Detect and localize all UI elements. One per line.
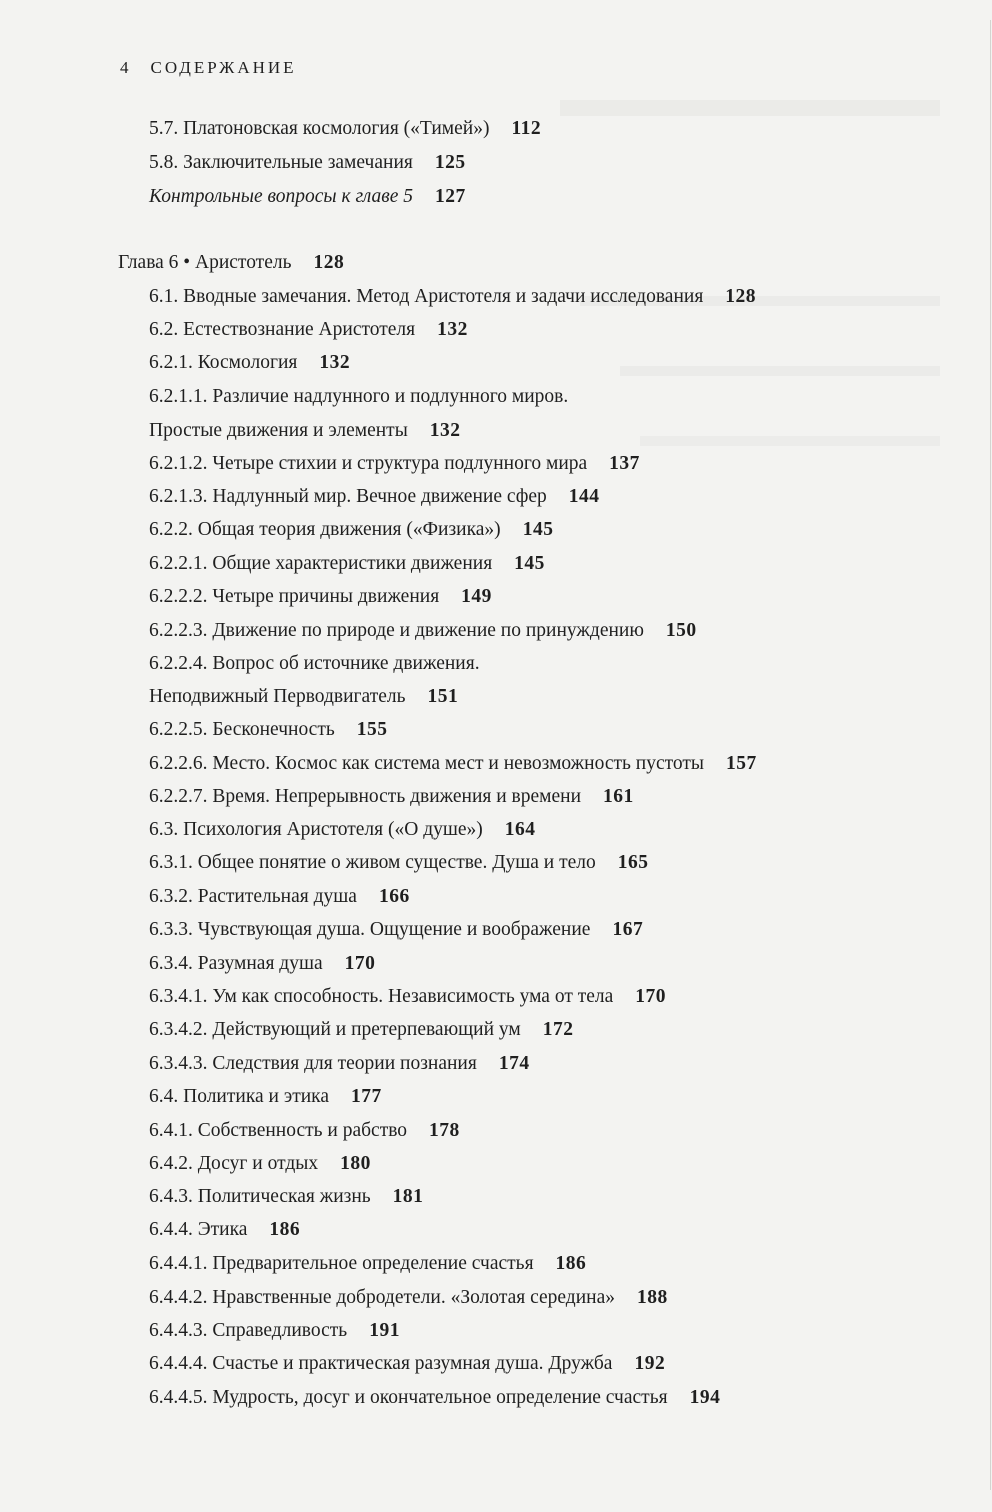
- toc-entry[interactable]: 6.2.2.4. Вопрос об источнике движения.: [149, 653, 480, 674]
- toc-entry[interactable]: 5.7. Платоновская космология («Тимей») 112: [149, 118, 542, 139]
- toc-entry[interactable]: 6.2.2.5. Бесконечность 155: [149, 719, 388, 740]
- toc-entry[interactable]: 6.2. Естествознание Аристотеля 132: [149, 319, 468, 340]
- toc-entry[interactable]: 6.2.1.3. Надлунный мир. Вечное движение сфер 144: [149, 486, 600, 507]
- page-ref: 191: [369, 1320, 400, 1341]
- toc-entry[interactable]: 6.3.4. Разумная душа 170: [149, 953, 376, 974]
- toc-entry[interactable]: 6.2.2.3. Движение по природе и движение по принуждению 150: [149, 620, 697, 641]
- page-ref: 165: [617, 852, 649, 873]
- page-ref: 157: [726, 753, 757, 774]
- toc-entry[interactable]: 6.2.2. Общая теория движения («Физика») 145: [149, 519, 554, 540]
- page-ref: 188: [636, 1287, 668, 1308]
- chapter-heading[interactable]: Глава 6 • Аристотель 128: [118, 252, 345, 273]
- page-ref: 132: [437, 319, 468, 340]
- toc-entry[interactable]: 6.2.1.2. Четыре стихии и структура подлунного мира 137: [149, 453, 640, 474]
- toc-entry[interactable]: Неподвижный Перводвигатель 151: [149, 686, 459, 707]
- toc-entry[interactable]: 6.3.4.2. Действующий и претерпевающий ум 172: [149, 1019, 574, 1040]
- toc-entry[interactable]: 6.3.4.3. Следствия для теории познания 174: [149, 1053, 530, 1074]
- toc-entry[interactable]: 6.2.1.1. Различие надлунного и подлунного миров.: [149, 386, 569, 407]
- toc-entry[interactable]: 6.2.2.7. Время. Непрерывность движения и времени 161: [149, 786, 634, 807]
- toc-entry[interactable]: Простые движения и элементы 132: [149, 420, 461, 441]
- toc-entry[interactable]: 6.4.4. Этика 186: [149, 1219, 301, 1240]
- page-ref: 186: [555, 1253, 587, 1274]
- toc-entry[interactable]: 6.2.1. Космология 132: [149, 352, 351, 373]
- page-number: 4: [120, 58, 129, 77]
- page-ref: 181: [392, 1186, 424, 1207]
- page-ref: 137: [609, 453, 640, 474]
- toc-entry[interactable]: 6.3. Психология Аристотеля («О душе») 164: [149, 819, 536, 840]
- toc-entry[interactable]: 6.4.2. Досуг и отдых 180: [149, 1153, 371, 1174]
- page-ref: 164: [504, 819, 536, 840]
- page-ref: 128: [313, 252, 345, 273]
- page-ref: 155: [356, 719, 388, 740]
- page-ref: 192: [634, 1353, 666, 1374]
- toc-entry[interactable]: Контрольные вопросы к главе 5 127: [149, 186, 466, 207]
- toc-entry[interactable]: 6.4.4.2. Нравственные добродетели. «Золотая середина» 188: [149, 1287, 668, 1308]
- bleed-through: [560, 100, 940, 446]
- running-head-title: СОДЕРЖАНИЕ: [150, 58, 297, 77]
- page-ref: 151: [427, 686, 459, 707]
- page-ref: 194: [689, 1387, 721, 1408]
- page-ref: 150: [665, 620, 697, 641]
- toc-entry[interactable]: 6.2.2.6. Место. Космос как система мест и невозможность пустоты 157: [149, 753, 757, 774]
- toc-entry[interactable]: 6.3.3. Чувствующая душа. Ощущение и воображение 167: [149, 919, 644, 940]
- page-ref: 177: [351, 1086, 382, 1107]
- page-ref: 145: [514, 553, 545, 574]
- page-ref: 161: [603, 786, 634, 807]
- page-ref: 172: [542, 1019, 574, 1040]
- page-ref: 127: [435, 186, 466, 207]
- page-ref: 132: [429, 420, 461, 441]
- toc-entry[interactable]: 6.3.4.1. Ум как способность. Независимость ума от тела 170: [149, 986, 667, 1007]
- running-head: [120, 58, 297, 78]
- toc-entry[interactable]: 6.4. Политика и этика 177: [149, 1086, 382, 1107]
- toc-entry[interactable]: 6.4.1. Собственность и рабство 178: [149, 1120, 460, 1141]
- toc-entry[interactable]: 5.8. Заключительные замечания 125: [149, 152, 466, 173]
- page-ref: 180: [340, 1153, 371, 1174]
- page-edge: [990, 20, 991, 1490]
- toc-entry[interactable]: 6.1. Вводные замечания. Метод Аристотеля и задачи исследования 128: [149, 286, 757, 307]
- toc-entry[interactable]: 6.2.2.1. Общие характеристики движения 145: [149, 553, 545, 574]
- page-ref: 125: [434, 152, 466, 173]
- page-ref: 170: [635, 986, 667, 1007]
- page-ref: 167: [612, 919, 644, 940]
- page-ref: 128: [725, 286, 757, 307]
- page-ref: 166: [378, 886, 410, 907]
- toc-entry[interactable]: 6.2.2.2. Четыре причины движения 149: [149, 586, 492, 607]
- page-ref: 112: [511, 118, 542, 139]
- toc-entry[interactable]: 6.3.1. Общее понятие о живом существе. Душа и тело 165: [149, 852, 649, 873]
- toc-entry[interactable]: 6.4.3. Политическая жизнь 181: [149, 1186, 424, 1207]
- page-ref: 144: [568, 486, 600, 507]
- page-ref: 170: [344, 953, 376, 974]
- toc-entry[interactable]: 6.4.4.4. Счастье и практическая разумная душа. Дружба 192: [149, 1353, 666, 1374]
- toc-entry[interactable]: 6.4.4.3. Справедливость 191: [149, 1320, 400, 1341]
- page-ref: 145: [522, 519, 554, 540]
- toc-entry[interactable]: 6.4.4.5. Мудрость, досуг и окончательное определение счастья 194: [149, 1387, 721, 1408]
- page-ref: 186: [269, 1219, 301, 1240]
- page-ref: 178: [429, 1120, 460, 1141]
- page-ref: 132: [319, 352, 351, 373]
- page-ref: 149: [461, 586, 492, 607]
- toc-entry[interactable]: 6.4.4.1. Предварительное определение счастья 186: [149, 1253, 587, 1274]
- toc-entry[interactable]: 6.3.2. Растительная душа 166: [149, 886, 410, 907]
- page-ref: 174: [498, 1053, 530, 1074]
